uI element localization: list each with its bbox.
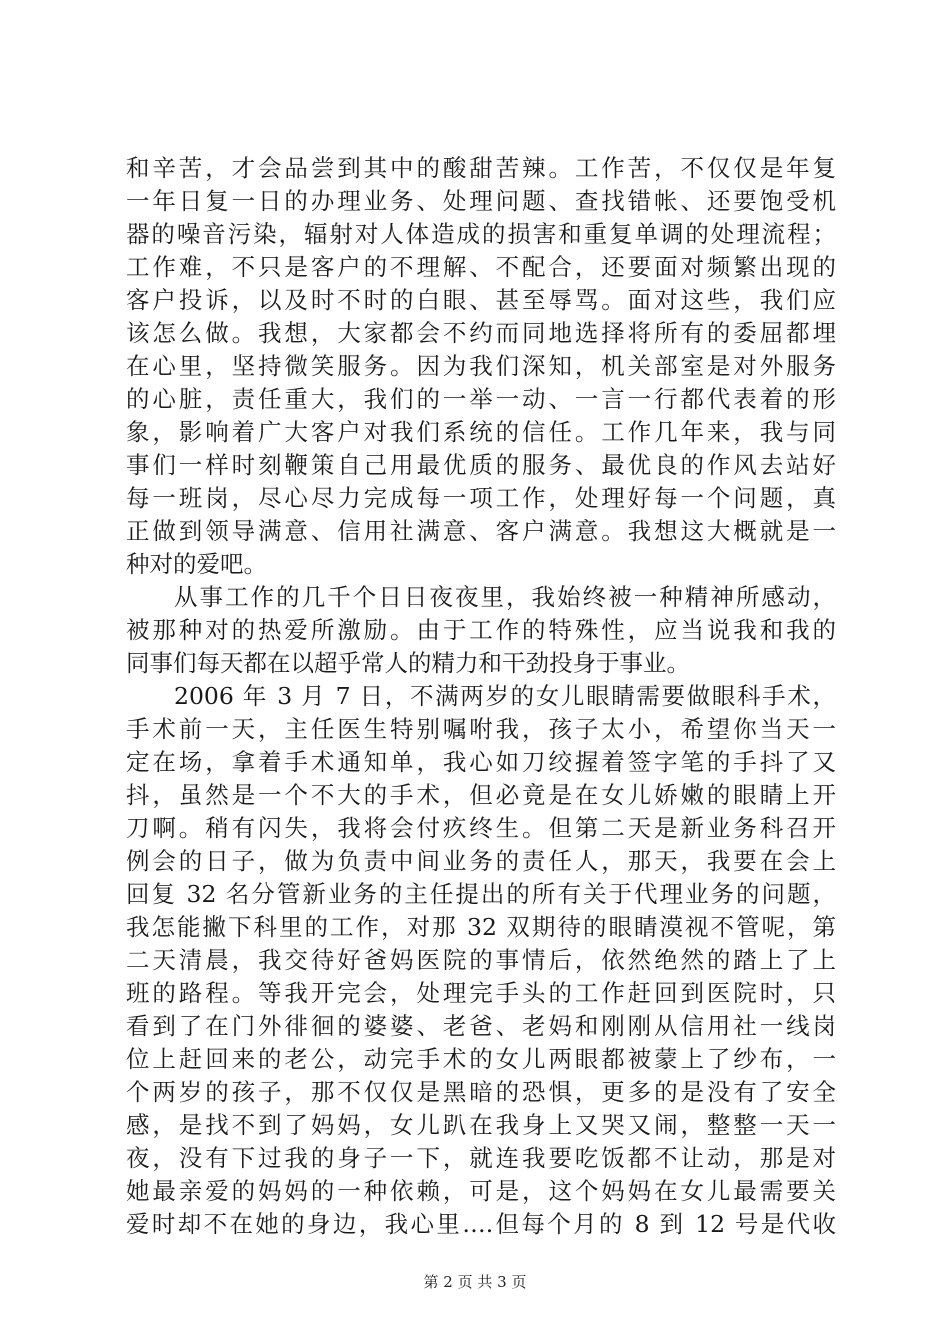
text-line: 正做到领导满意、信用社满意、客户满意。我想这大概就是一: [126, 517, 836, 545]
text-line: 器的噪音污染，辐射对人体造成的损害和重复单调的处理流程；: [126, 220, 836, 248]
text-line: 每一班岗，尽心尽力完成每一项工作，处理好每一个问题，真: [126, 484, 836, 512]
text-line: 例会的日子，做为负责中间业务的责任人，那天，我要在会上: [126, 847, 836, 875]
page-footer: 第 2 页 共 3 页: [423, 1273, 527, 1291]
text-line: 抖，虽然是一个不大的手术，但必竟是在女儿娇嫩的眼睛上开: [126, 781, 836, 809]
text-line: 象，影响着广大客户对我们系统的信任。工作几年来，我与同: [126, 418, 836, 446]
text-line: 看到了在门外徘徊的婆婆、老爸、老妈和刚刚从信用社一线岗: [126, 1012, 836, 1040]
text-line: 她最亲爱的妈妈的一种依赖，可是，这个妈妈在女儿最需要关: [126, 1177, 836, 1205]
text-line: 爱时却不在她的身边，我心里….但每个月的 8 到 12 号是代收: [126, 1210, 836, 1238]
body-text: [126, 152, 836, 1241]
text-line: 该怎么做。我想，大家都会不约而同地选择将所有的委屈都埋: [126, 319, 836, 347]
text-line: 被那种对的热爱所激励。由于工作的特殊性，应当说我和我的: [126, 616, 836, 644]
text-line: 同事们每天都在以超乎常人的精力和干劲投身于事业。: [126, 649, 690, 677]
text-line: 种对的爱吧。: [126, 550, 267, 578]
text-line: 客户投诉，以及时不时的白眼、甚至辱骂。面对这些，我们应: [126, 286, 836, 314]
text-line: 在心里，坚持微笑服务。因为我们深知，机关部室是对外服务: [126, 352, 836, 380]
text-line: 手术前一天，主任医生特别嘱咐我，孩子太小，希望你当天一: [126, 715, 836, 743]
text-line: 回复 32 名分管新业务的主任提出的所有关于代理业务的问题，: [126, 880, 836, 908]
text-line: 定在场，拿着手术通知单，我心如刀绞握着签字笔的手抖了又: [126, 748, 836, 776]
text-line: 个两岁的孩子，那不仅仅是黑暗的恐惧，更多的是没有了安全: [126, 1078, 836, 1106]
text-line: 和辛苦，才会品尝到其中的酸甜苦辣。工作苦，不仅仅是年复: [126, 154, 836, 182]
text-line: 工作难，不只是客户的不理解、不配合，还要面对频繁出现的: [126, 253, 836, 281]
text-line: 班的路程。等我开完会，处理完手头的工作赶回到医院时，只: [126, 979, 836, 1007]
text-line: 二天清晨，我交待好爸妈医院的事情后，依然绝然的踏上了上: [126, 946, 836, 974]
text-line: 从事工作的几千个日日夜夜里，我始终被一种精神所感动，: [174, 583, 836, 611]
text-line: 感，是找不到了妈妈，女儿趴在我身上又哭又闹，整整一天一: [126, 1111, 836, 1139]
text-line: 事们一样时刻鞭策自己用最优质的服务、最优良的作风去站好: [126, 451, 836, 479]
text-line: 2006 年 3 月 7 日，不满两岁的女儿眼睛需要做眼科手术，: [174, 682, 836, 710]
text-line: 一年日复一日的办理业务、处理问题、查找错帐、还要饱受机: [126, 187, 836, 215]
text-line: 我怎能撇下科里的工作，对那 32 双期待的眼睛漠视不管呢，第: [126, 913, 836, 941]
text-line: 刀啊。稍有闪失，我将会付疚终生。但第二天是新业务科召开: [126, 814, 836, 842]
text-line: 夜，没有下过我的身子一下，就连我要吃饭都不让动，那是对: [126, 1144, 836, 1172]
text-line: 位上赶回来的老公，动完手术的女儿两眼都被蒙上了纱布，一: [126, 1045, 836, 1073]
text-line: 的心脏，责任重大，我们的一举一动、一言一行都代表着的形: [126, 385, 836, 413]
